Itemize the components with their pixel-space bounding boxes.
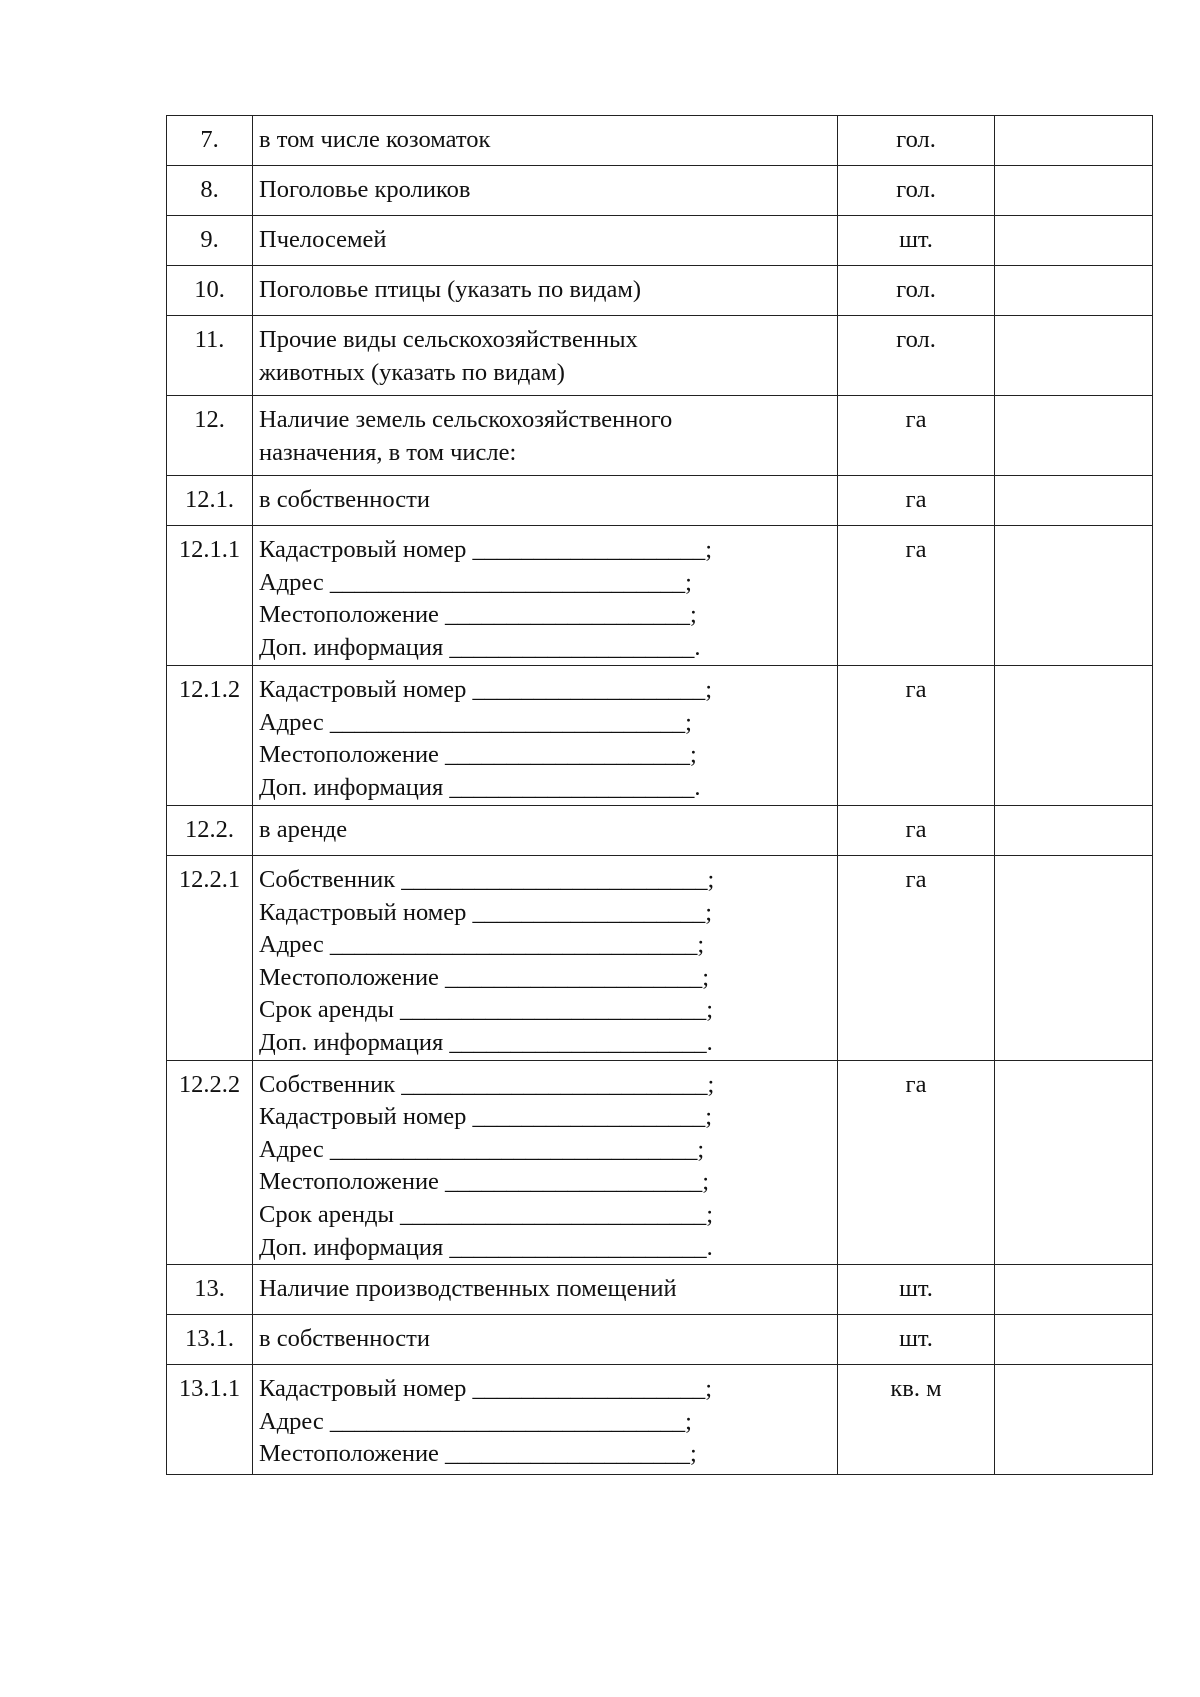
value-cell[interactable] — [995, 806, 1153, 856]
unit-cell: га — [838, 806, 995, 856]
unit-cell: га — [838, 856, 995, 1061]
table-row — [167, 1060, 1153, 1265]
description-line: Адрес _____________________________; — [259, 568, 692, 596]
row-number-cell: 12.2. — [167, 806, 253, 856]
description-line: Местоположение _____________________; — [259, 1168, 710, 1196]
row-number-cell: 13.1. — [167, 1315, 253, 1365]
unit-cell: шт. — [838, 1265, 995, 1315]
description-line: Адрес _____________________________; — [259, 708, 692, 736]
row-number-cell: 12.1. — [167, 476, 253, 526]
description-line: в аренде — [259, 816, 348, 843]
value-cell[interactable] — [995, 1315, 1153, 1365]
description-cell — [253, 1060, 838, 1265]
row-number-cell: 12.2.2 — [167, 1060, 253, 1265]
table-row — [167, 526, 1153, 666]
row-number-cell: 10. — [167, 266, 253, 316]
description-cell — [253, 526, 838, 666]
description-line: в собственности — [259, 486, 430, 513]
description-cell — [253, 166, 838, 216]
row-number-cell: 13.1.1 — [167, 1365, 253, 1475]
row-number-cell: 9. — [167, 216, 253, 266]
table-row — [167, 396, 1153, 476]
value-cell[interactable] — [995, 216, 1153, 266]
value-cell[interactable] — [995, 526, 1153, 666]
value-cell[interactable] — [995, 396, 1153, 476]
unit-cell: шт. — [838, 1315, 995, 1365]
description-line: Адрес ______________________________; — [259, 931, 705, 959]
value-cell[interactable] — [995, 116, 1153, 166]
description-cell — [253, 216, 838, 266]
row-number-cell: 12.2.1 — [167, 856, 253, 1061]
description-cell — [253, 316, 838, 396]
table-row — [167, 266, 1153, 316]
description-line: Наличие земель сельскохозяйственного — [259, 406, 673, 433]
description-line: назначения, в том числе: — [259, 438, 517, 466]
description-line: Адрес _____________________________; — [259, 1407, 692, 1435]
description-line: Кадастровый номер ___________________; — [259, 676, 713, 703]
description-line: Собственник _________________________; — [259, 1070, 715, 1098]
description-line: Прочие виды сельскохозяйственных — [259, 326, 638, 353]
description-line: Местоположение ____________________; — [259, 1440, 697, 1468]
data-table — [166, 115, 1153, 1475]
unit-cell: гол. — [838, 316, 995, 396]
row-number-cell: 7. — [167, 116, 253, 166]
unit-cell: га — [838, 396, 995, 476]
description-cell — [253, 396, 838, 476]
value-cell[interactable] — [995, 1365, 1153, 1475]
value-cell[interactable] — [995, 1265, 1153, 1315]
table-row — [167, 806, 1153, 856]
value-cell[interactable] — [995, 316, 1153, 396]
description-line: Поголовье кроликов — [259, 176, 471, 203]
description-cell — [253, 856, 838, 1061]
table-body — [167, 116, 1153, 1475]
description-cell — [253, 116, 838, 166]
description-line: Кадастровый номер ___________________; — [259, 1103, 713, 1131]
description-line: Доп. информация _____________________. — [259, 1233, 713, 1261]
description-line: Поголовье птицы (указать по видам) — [259, 276, 642, 303]
value-cell[interactable] — [995, 856, 1153, 1061]
table-row — [167, 1265, 1153, 1315]
description-cell — [253, 666, 838, 806]
unit-cell: гол. — [838, 166, 995, 216]
description-cell — [253, 806, 838, 856]
description-line: в собственности — [259, 1325, 430, 1353]
description-cell — [253, 1265, 838, 1315]
row-number-cell: 12.1.1 — [167, 526, 253, 666]
unit-cell: га — [838, 526, 995, 666]
value-cell[interactable] — [995, 266, 1153, 316]
description-line: Местоположение ____________________; — [259, 601, 697, 629]
unit-cell: кв. м — [838, 1365, 995, 1475]
table-row — [167, 316, 1153, 396]
value-cell[interactable] — [995, 476, 1153, 526]
row-number-cell: 12.1.2 — [167, 666, 253, 806]
table-row — [167, 666, 1153, 806]
unit-cell: шт. — [838, 216, 995, 266]
table-row — [167, 856, 1153, 1061]
table-row — [167, 1315, 1153, 1365]
unit-cell: гол. — [838, 116, 995, 166]
value-cell[interactable] — [995, 166, 1153, 216]
table-row — [167, 116, 1153, 166]
description-cell — [253, 266, 838, 316]
description-cell — [253, 476, 838, 526]
unit-cell: га — [838, 476, 995, 526]
table-row — [167, 1365, 1153, 1475]
table-row — [167, 476, 1153, 526]
description-cell — [253, 1365, 838, 1475]
row-number-cell: 11. — [167, 316, 253, 396]
description-cell — [253, 1315, 838, 1365]
row-number-cell: 12. — [167, 396, 253, 476]
unit-cell: га — [838, 666, 995, 806]
description-line: Кадастровый номер ___________________; — [259, 1375, 713, 1403]
description-line: Собственник _________________________; — [259, 866, 715, 893]
row-number-cell: 8. — [167, 166, 253, 216]
description-line: животных (указать по видам) — [259, 358, 565, 386]
description-line: Местоположение _____________________; — [259, 963, 710, 991]
description-line: Кадастровый номер ___________________; — [259, 536, 713, 563]
unit-cell: га — [838, 1060, 995, 1265]
value-cell[interactable] — [995, 1060, 1153, 1265]
table-row — [167, 166, 1153, 216]
row-number-cell: 13. — [167, 1265, 253, 1315]
description-line: Кадастровый номер ___________________; — [259, 898, 713, 926]
description-line: в том числе козоматок — [259, 126, 491, 153]
description-line: Наличие производственных помещений — [259, 1275, 677, 1303]
value-cell[interactable] — [995, 666, 1153, 806]
description-line: Местоположение ____________________; — [259, 741, 697, 769]
table-row — [167, 216, 1153, 266]
description-line: Пчелосемей — [259, 226, 387, 253]
description-line: Доп. информация ____________________. — [259, 633, 701, 661]
description-line: Доп. информация ____________________. — [259, 773, 701, 801]
description-line: Срок аренды _________________________; — [259, 1200, 714, 1228]
description-line: Доп. информация _____________________. — [259, 1028, 713, 1056]
description-line: Адрес ______________________________; — [259, 1135, 705, 1163]
unit-cell: гол. — [838, 266, 995, 316]
description-line: Срок аренды _________________________; — [259, 996, 714, 1024]
